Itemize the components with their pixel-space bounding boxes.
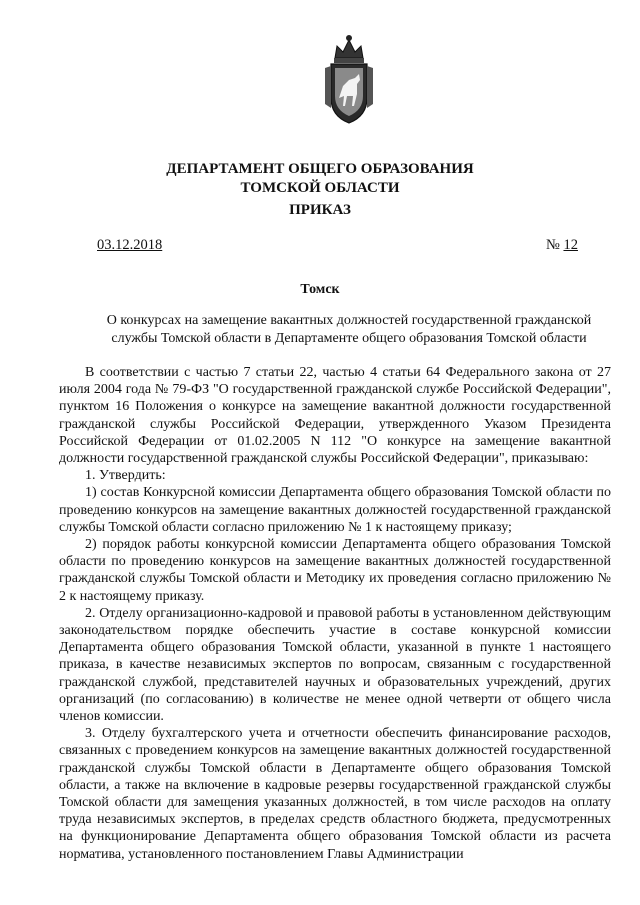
- paragraph-item-1-1: 1) состав Конкурсной комиссии Департамента общего образования Томской области по проведению конкурсов на замещение вакантных должностей государственной гражданской службы Томской области согласно приложению № 1 к настоящему приказу;: [59, 485, 611, 535]
- document-body: [59, 364, 611, 863]
- subject-line-1: О конкурсах на замещение вакантных должностей государственной гражданской: [106, 313, 592, 328]
- number-prefix: №: [546, 237, 564, 253]
- department-name: [0, 160, 640, 198]
- department-line-2: ТОМСКОЙ ОБЛАСТИ: [240, 180, 400, 196]
- subject-line-2: службы Томской области в Департаменте общего образования Томской области: [111, 331, 587, 346]
- paragraph-item-1: 1. Утвердить:: [85, 468, 166, 484]
- number-value: 12: [563, 237, 578, 253]
- document-number: [546, 237, 578, 254]
- paragraph-item-3: 3. Отделу бухгалтерского учета и отчетности обеспечить финансирование расходов, связанных с проведением конкурсов на замещение вакантных должностей государственной гражданской службы Томской области в Департаменте общего образования Томской области, а также на включение в кадровые резервы государственной гражданской службы Томской области для замещения указанных должностей, в том числе расходов на оплату труда независимых экспертов, в пределах средств областного бюджета, предусмотренных на функционирование Департамента общего образования Томской области из расчета норматива, установленного постановлением Главы Администрации: [59, 726, 611, 862]
- tomsk-region-emblem-icon: [323, 28, 375, 126]
- department-line-1: ДЕПАРТАМЕНТ ОБЩЕГО ОБРАЗОВАНИЯ: [166, 161, 474, 177]
- paragraph-preamble: В соответствии с частью 7 статьи 22, частью 4 статьи 64 Федерального закона от 27 июля 2004 года № 79-ФЗ "О государственной гражданской службе Российской Федерации", пунктом 16 Положения о конкурсе на замещение вакантной должности государственной гражданской службы Российской Федерации, утвержденного Указом Президента Российской Федерации от 01.02.2005 N 112 "О конкурсе на замещение вакантной должности государственной гражданской службы Российской Федерации", приказываю:: [59, 365, 611, 467]
- document-type: ПРИКАЗ: [289, 202, 351, 218]
- document-date: 03.12.2018: [97, 237, 163, 253]
- document-subject: [88, 312, 610, 348]
- city-name: Томск: [300, 282, 340, 297]
- paragraph-item-2: 2. Отделу организационно-кадровой и правовой работы в установленном действующим законодательством порядке обеспечить участие в составе конкурсной комиссии Департамента общего образования Томской области, указанной в пункте 1 настоящего приказа, в качестве независимых экспертов по вопросам, связанным с государственной гражданской службой, представителей научных и образовательных учреждений, других организаций (по согласованию) в количестве не менее одной четверти от общего числа членов комиссии.: [59, 605, 611, 725]
- paragraph-item-1-2: 2) порядок работы конкурсной комиссии Департамента общего образования Томской области по проведению конкурсов на замещение вакантных должностей государственной гражданской службы Томской области и Методику их проведения согласно приложению № 2 к настоящему приказу.: [59, 537, 611, 604]
